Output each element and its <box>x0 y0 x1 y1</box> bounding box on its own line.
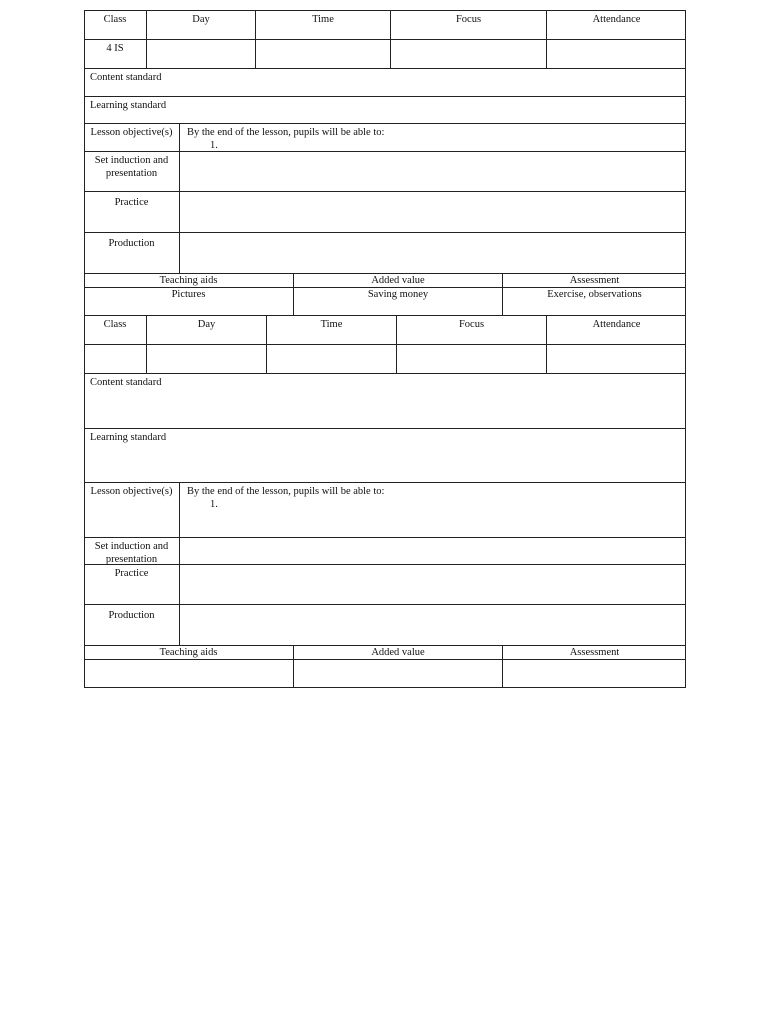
value-teaching-aids[interactable] <box>84 660 293 687</box>
header-assessment: Assessment <box>502 274 686 287</box>
set-induction-label: Set induction and presentation <box>84 152 180 191</box>
footer-values-row <box>84 288 686 316</box>
header-assessment: Assessment <box>502 646 686 659</box>
content-standard-label: Content standard <box>90 72 162 83</box>
value-time[interactable] <box>255 40 390 68</box>
lesson-objectives-label: Lesson objective(s) <box>84 124 180 151</box>
objective-intro: By the end of the lesson, pupils will be able to: <box>187 127 385 138</box>
learning-standard-row[interactable] <box>84 97 686 124</box>
header-added-value: Added value <box>293 646 502 659</box>
value-focus[interactable] <box>396 345 546 373</box>
header-day: Day <box>146 316 266 344</box>
value-class[interactable] <box>84 345 146 373</box>
value-time[interactable] <box>266 345 396 373</box>
value-added-value[interactable] <box>293 660 502 687</box>
value-assessment[interactable] <box>502 660 686 687</box>
value-attendance[interactable] <box>546 345 686 373</box>
set-induction-row[interactable] <box>84 538 686 565</box>
value-attendance[interactable] <box>546 40 686 68</box>
footer-header-row <box>84 274 686 288</box>
header-teaching-aids: Teaching aids <box>159 647 218 658</box>
values-row <box>84 40 686 69</box>
lesson-objectives-row[interactable] <box>84 124 686 152</box>
value-class[interactable]: 4 IS <box>106 43 124 54</box>
objective-intro: By the end of the lesson, pupils will be able to: <box>187 486 385 497</box>
header-row <box>84 316 686 345</box>
production-label: Production <box>84 605 180 645</box>
header-class: Class <box>103 14 127 25</box>
lesson-objectives-row[interactable] <box>84 483 686 538</box>
set-induction-row[interactable] <box>84 152 686 192</box>
header-time: Time <box>255 11 390 39</box>
footer-header-row <box>84 646 686 660</box>
content-standard-row[interactable] <box>84 69 686 97</box>
objective-item-1: 1. <box>210 140 218 151</box>
content-standard-row[interactable] <box>84 374 686 429</box>
header-focus: Focus <box>390 11 546 39</box>
header-added-value: Added value <box>293 274 502 287</box>
value-day[interactable] <box>146 40 255 68</box>
practice-row[interactable] <box>84 192 686 233</box>
learning-standard-label: Learning standard <box>90 100 167 111</box>
set-induction-label: Set induction and presentation <box>84 538 180 564</box>
header-attendance: Attendance <box>546 316 686 344</box>
value-focus[interactable] <box>390 40 546 68</box>
header-time: Time <box>266 316 396 344</box>
objective-item-1: 1. <box>210 499 218 510</box>
value-teaching-aids[interactable]: Pictures <box>171 289 206 300</box>
value-added-value[interactable]: Saving money <box>293 288 502 315</box>
header-row <box>84 10 686 40</box>
practice-label: Practice <box>84 192 180 232</box>
header-teaching-aids: Teaching aids <box>159 275 218 286</box>
learning-standard-row[interactable] <box>84 429 686 483</box>
header-day: Day <box>146 11 255 39</box>
value-day[interactable] <box>146 345 266 373</box>
content-standard-label: Content standard <box>90 377 162 388</box>
footer-values-row <box>84 660 686 688</box>
header-attendance: Attendance <box>546 11 686 39</box>
production-row[interactable] <box>84 605 686 646</box>
values-row <box>84 345 686 374</box>
objectives-text <box>187 126 384 152</box>
lesson-objectives-label: Lesson objective(s) <box>84 483 180 537</box>
production-label: Production <box>84 233 180 273</box>
learning-standard-label: Learning standard <box>90 432 167 443</box>
objectives-text <box>187 485 384 511</box>
practice-row[interactable] <box>84 565 686 605</box>
production-row[interactable] <box>84 233 686 274</box>
value-assessment[interactable]: Exercise, observations <box>502 288 686 315</box>
header-class: Class <box>103 319 127 330</box>
lesson-plan-1 <box>84 10 686 316</box>
header-focus: Focus <box>396 316 546 344</box>
practice-label: Practice <box>84 565 180 604</box>
lesson-plan-2 <box>84 316 686 688</box>
